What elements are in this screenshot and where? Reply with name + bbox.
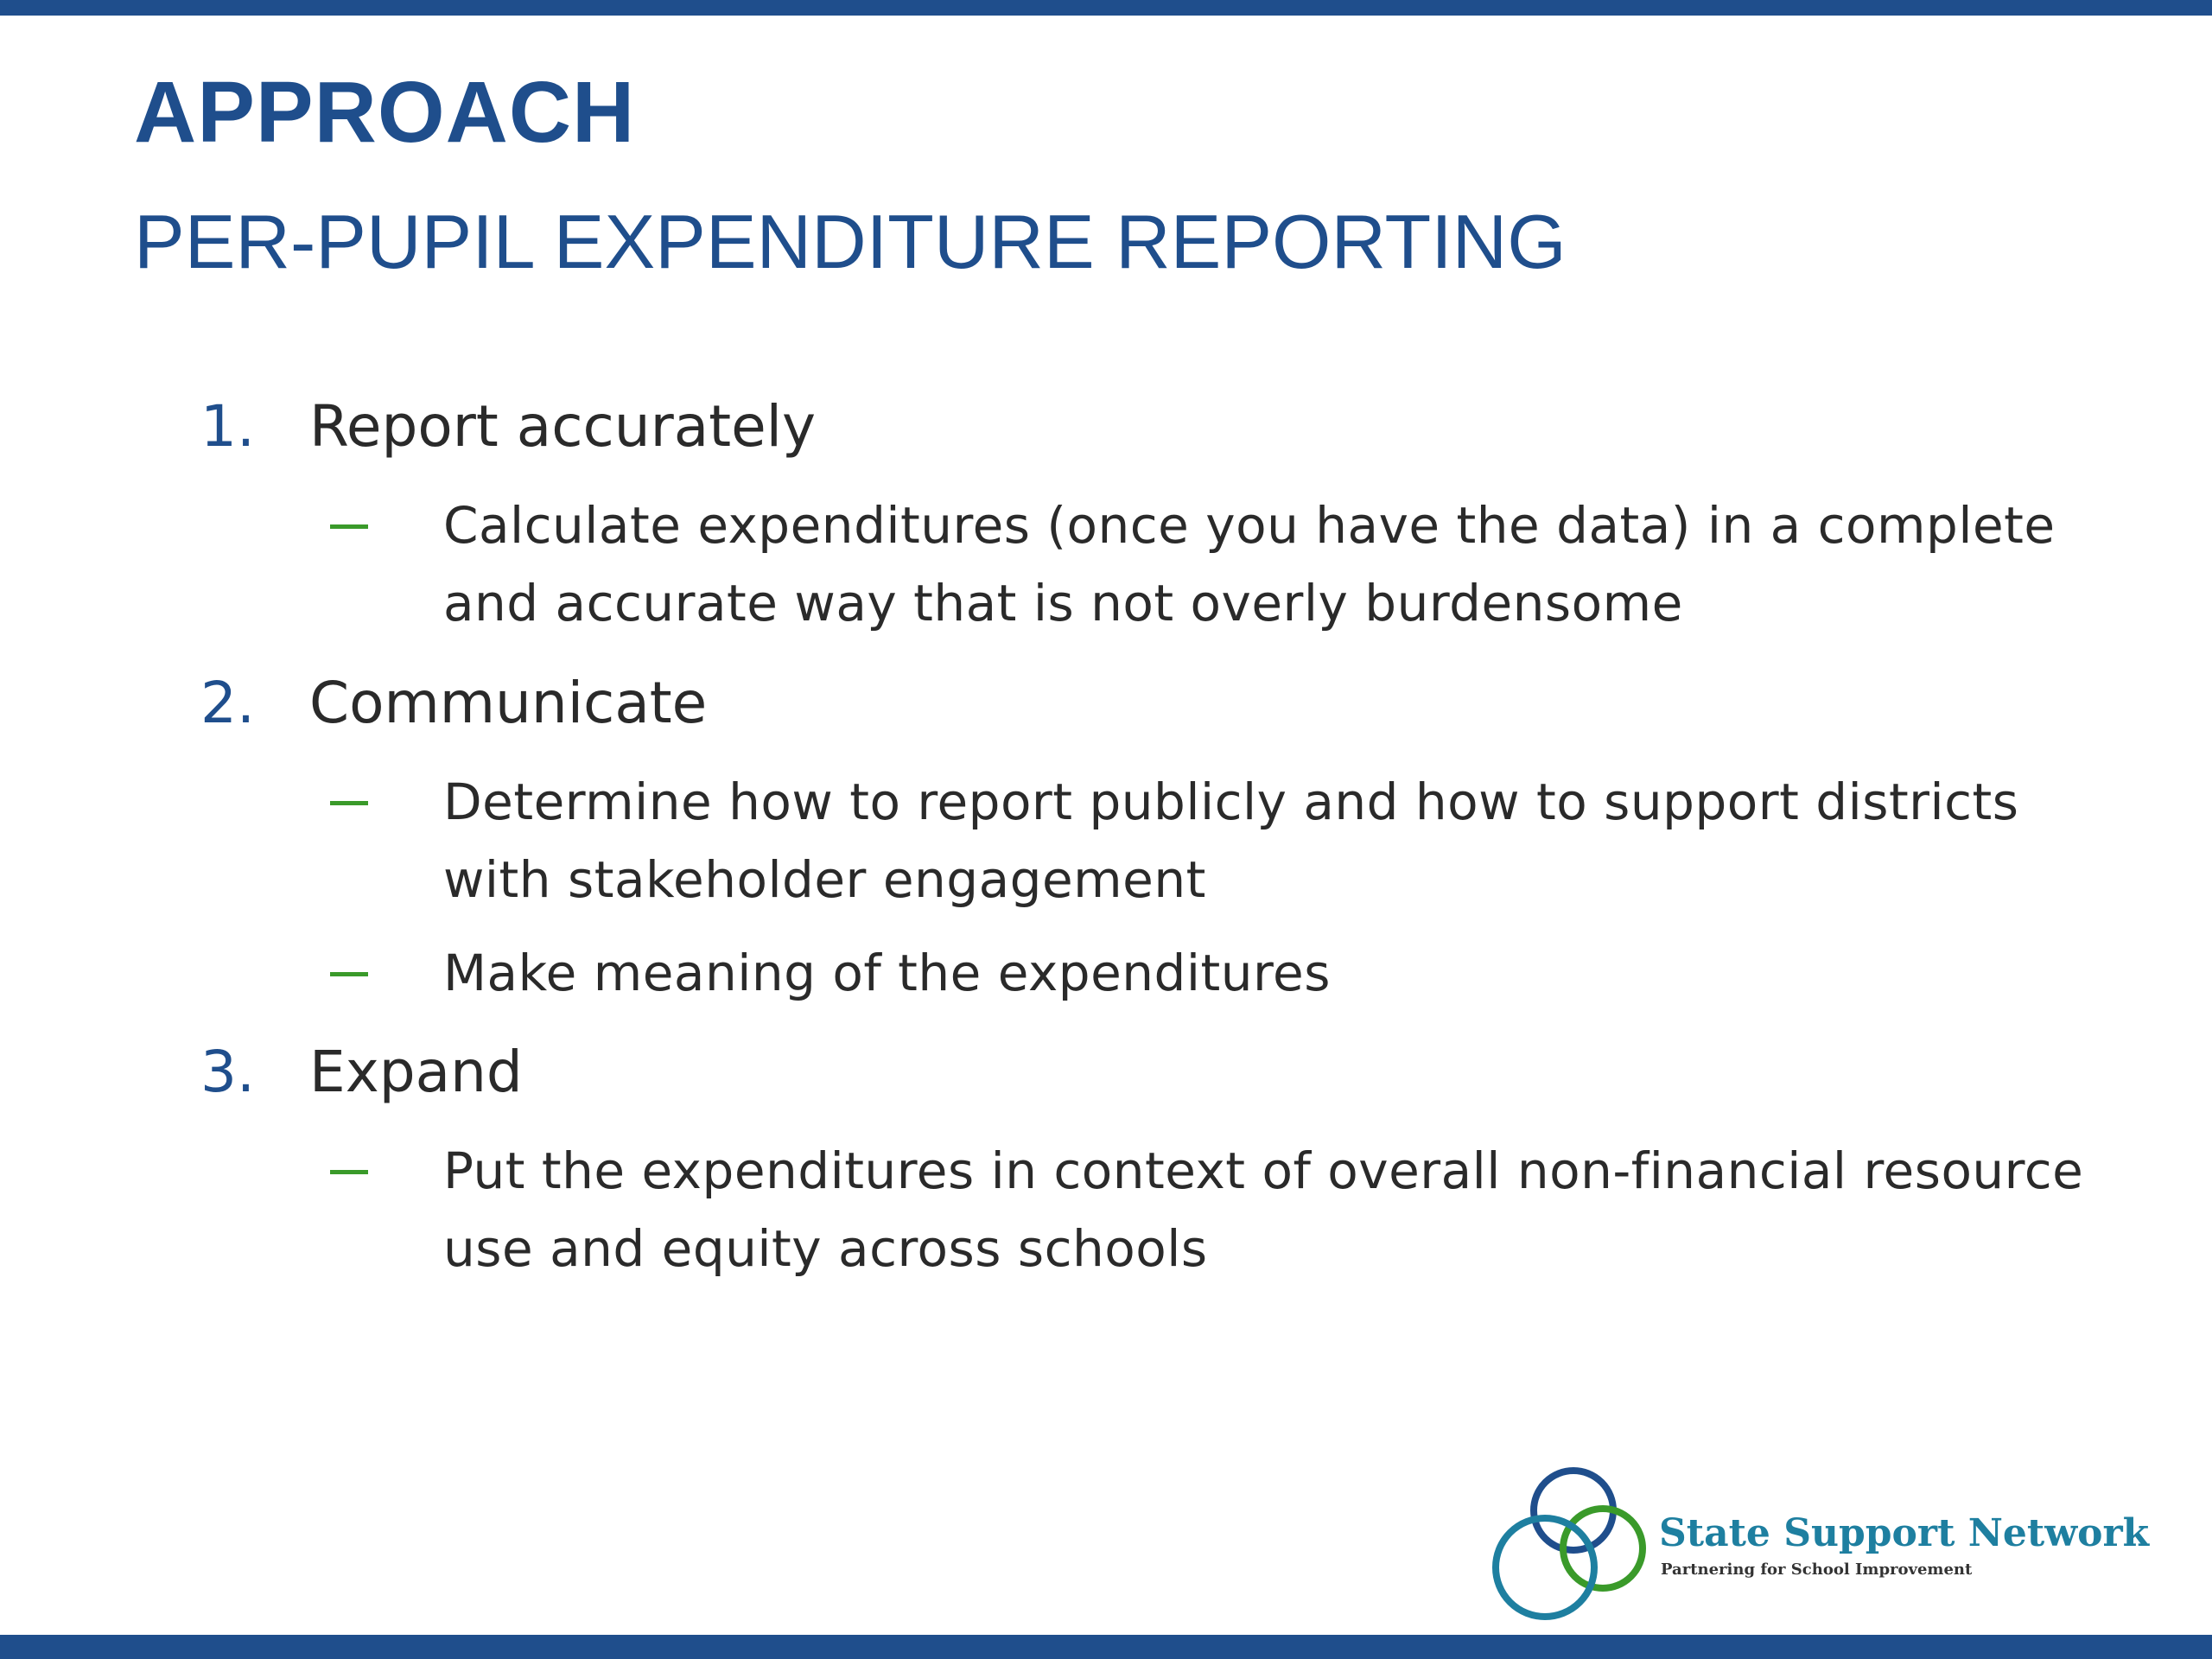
- list-item-label: Report accurately: [309, 393, 817, 460]
- list-item-label: Communicate: [309, 670, 708, 736]
- dash-bullet: [330, 972, 368, 976]
- interlocking-rings-icon: [1482, 1460, 1655, 1624]
- logo-tagline: Partnering for School Improvement: [1661, 1560, 1973, 1579]
- list-item-number: 1.: [200, 393, 255, 460]
- sub-item-text: Determine how to report publicly and how to support districts with stakeholder engagement: [443, 772, 2019, 909]
- sub-item-text: Calculate expenditures (once you have the data) in a complete and accurate way that is not overly burdensome: [443, 496, 2056, 632]
- list-item-number: 2.: [200, 670, 255, 736]
- sub-item-text: Make meaning of the expenditures: [443, 944, 1331, 1002]
- list-item-label: Expand: [309, 1039, 523, 1105]
- bottom-border-bar: [0, 1635, 2212, 1659]
- state-support-network-logo: [1482, 1460, 2150, 1624]
- sub-item-text: Put the expenditures in context of overall non-financial resource use and equity across schools: [443, 1141, 2084, 1278]
- dash-bullet: [330, 1170, 368, 1174]
- slide-title: APPROACH: [134, 64, 636, 161]
- list-item-number: 3.: [200, 1039, 255, 1105]
- logo-name: State Support Network: [1659, 1511, 2150, 1555]
- dash-bullet: [330, 801, 368, 805]
- slide-subtitle: PER-PUPIL EXPENDITURE REPORTING: [134, 199, 1567, 284]
- dash-bullet: [330, 524, 368, 529]
